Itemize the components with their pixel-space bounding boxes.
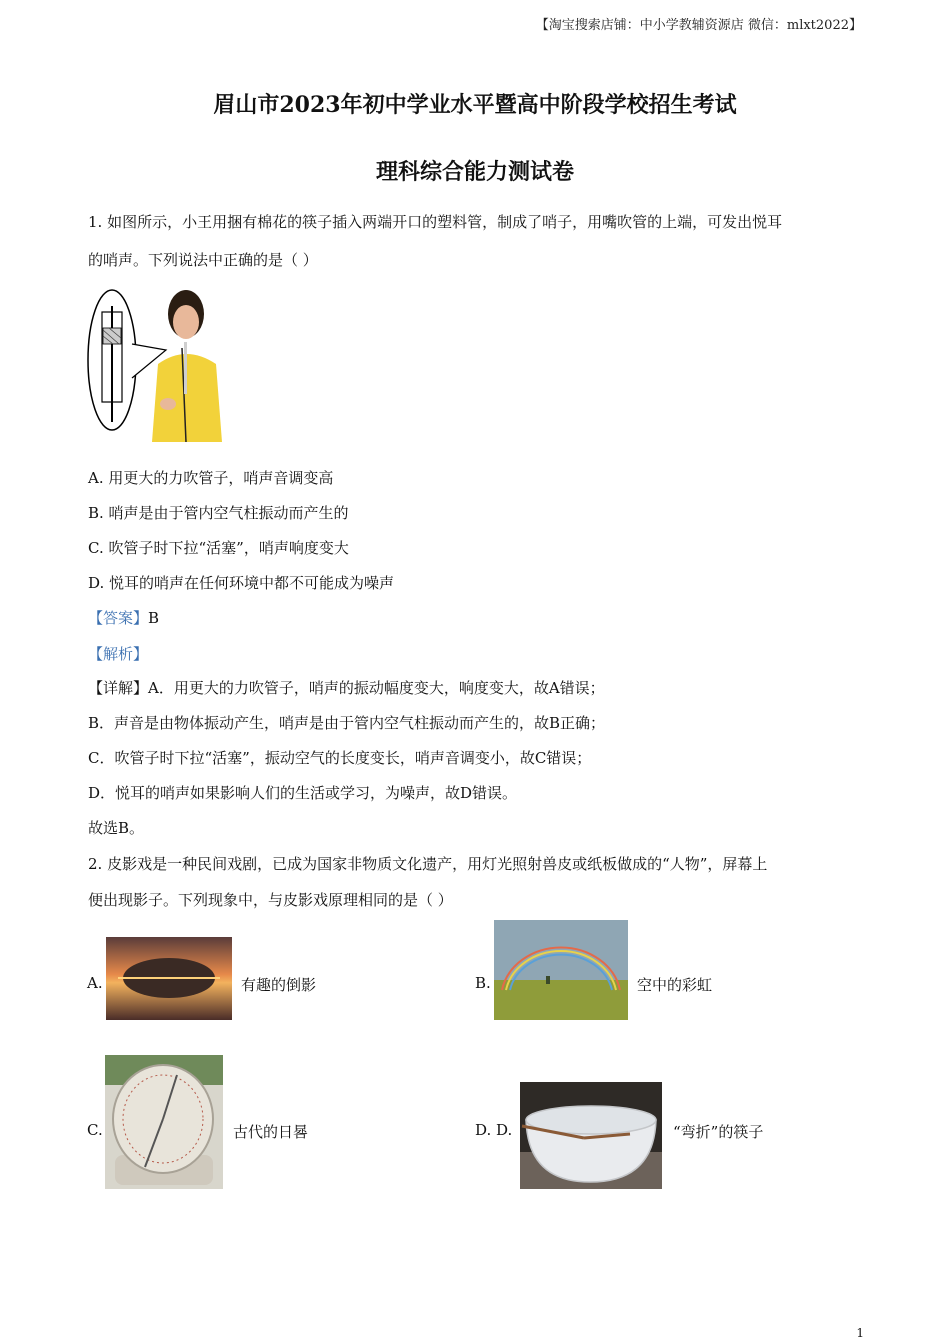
detail-line-2: B．声音是由物体振动产生，哨声是由于管内空气柱振动而产生的，故B正确； xyxy=(88,714,606,732)
sundial-photo xyxy=(105,1055,223,1189)
answer-tag: 【答案】 xyxy=(88,609,149,627)
q1-option-c: C. 吹管子时下拉“活塞”，哨声响度变大 xyxy=(88,539,349,557)
q1-answer xyxy=(88,607,159,628)
q2-option-c-letter: C. xyxy=(87,1121,103,1139)
q2-option-b-letter: B. xyxy=(475,974,491,992)
q2-stem-line1: 2. 皮影戏是一种民间戏剧，已成为国家非物质文化遗产，用灯光照射兽皮或纸板做成的“人物”，屏幕上 xyxy=(88,855,768,873)
q1-stem-line2: 的哨声。下列说法中正确的是（ ） xyxy=(88,251,318,269)
whistle-girl-figure xyxy=(86,282,236,444)
q2-option-a-letter: A. xyxy=(87,974,103,992)
q2-option-d-text: “弯折”的筷子 xyxy=(673,1123,764,1141)
answer-value: B xyxy=(148,609,160,627)
detail-line-5: 故选B。 xyxy=(88,819,145,837)
q1-option-a: A. 用更大的力吹管子，哨声音调变高 xyxy=(88,469,334,487)
detail-line-4: D．悦耳的哨声如果影响人们的生活或学习，为噪声，故D错误。 xyxy=(88,784,518,802)
q1-stem-line1: 1. 如图所示，小王用捆有棉花的筷子插入两端开口的塑料管，制成了哨子，用嘴吹管的上端，可发出悦耳 xyxy=(88,213,783,231)
q1-option-d: D. 悦耳的哨声在任何环境中都不可能成为噪声 xyxy=(88,574,395,592)
header-note: 【淘宝搜索店铺：中小学教辅资源店 微信：mlxt2022】 xyxy=(535,18,862,33)
rainbow-photo xyxy=(494,920,628,1020)
q2-option-c-text: 古代的日晷 xyxy=(233,1123,309,1141)
detail-line-1: 【详解】A．用更大的力吹管子，哨声的振动幅度变大，响度变大，故A错误； xyxy=(88,679,605,697)
q1-option-b: B. 哨声是由于管内空气柱振动而产生的 xyxy=(88,504,349,522)
bent-chopsticks-photo xyxy=(520,1082,662,1189)
analysis-tag: 【解析】 xyxy=(88,645,149,663)
q2-option-d-letter: D. D. xyxy=(475,1121,513,1139)
q2-option-b-text: 空中的彩虹 xyxy=(637,976,713,994)
exam-subtitle: 理科综合能力测试卷 xyxy=(375,159,574,185)
page-number: 1 xyxy=(856,1326,864,1340)
detail-line-3: C．吹管子时下拉“活塞”，振动空气的长度变长，哨声音调变小，故C错误； xyxy=(88,749,592,767)
exam-title: 眉山市2023年初中学业水平暨高中阶段学校招生考试 xyxy=(213,92,737,118)
q2-stem-line2: 便出现影子。下列现象中，与皮影戏原理相同的是（ ） xyxy=(88,891,453,909)
reflection-photo xyxy=(106,937,232,1020)
q2-option-a-text: 有趣的倒影 xyxy=(241,976,317,994)
